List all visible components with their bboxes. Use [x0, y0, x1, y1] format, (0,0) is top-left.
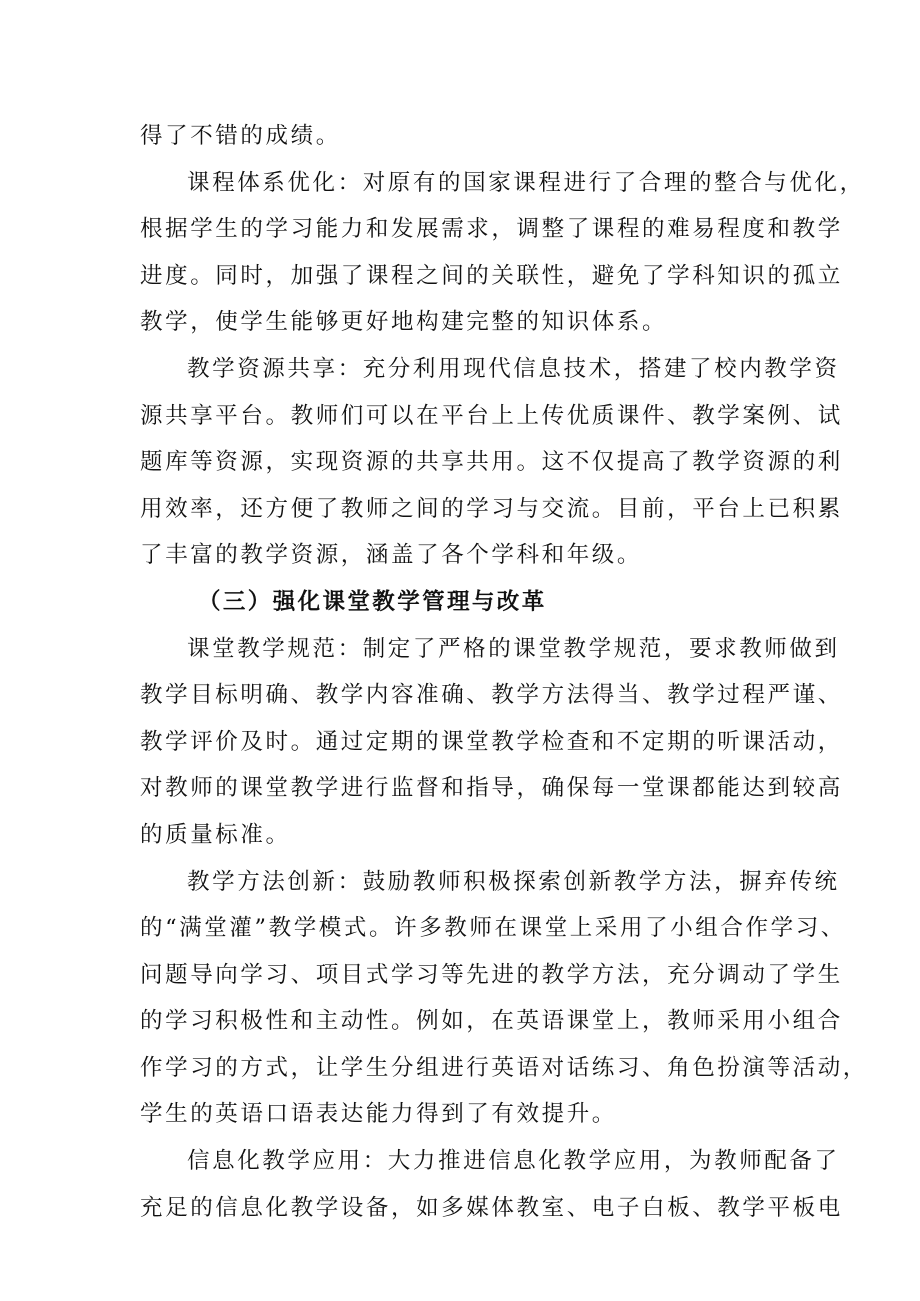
- text-line: 的质量标准。: [140, 821, 291, 848]
- text-line: 用效率，还方便了教师之间的学习与交流。目前，平台上已积累: [140, 495, 843, 522]
- paragraph-resource-sharing: [140, 346, 843, 579]
- text-line: 对教师的课堂教学进行监督和指导，确保每一堂课都能达到较高: [140, 775, 843, 802]
- text-line: 课程体系优化：对原有的国家课程进行了合理的整合与优化，: [187, 169, 865, 196]
- text-line: 得了不错的成绩。: [140, 123, 341, 149]
- document-page: [140, 113, 868, 1231]
- paragraph-teaching-innovation: [140, 859, 868, 1139]
- paragraph-it-application: [140, 1138, 843, 1231]
- text-line: 了丰富的教学资源，涵盖了各个学科和年级。: [140, 542, 643, 569]
- text-line: 充足的信息化教学设备，如多媒体教室、电子白板、教学平板电: [140, 1194, 843, 1221]
- text-line: 作学习的方式，让学生分组进行英语对话练习、角色扮演等活动，: [140, 1054, 868, 1081]
- text-line: 题库等资源，实现资源的共享共用。这不仅提高了教学资源的利: [140, 449, 843, 476]
- text-line: 源共享平台。教师们可以在平台上上传优质课件、教学案例、试: [140, 402, 843, 429]
- text-line: 教学目标明确、教学内容准确、教学方法得当、教学过程严谨、: [140, 682, 843, 709]
- text-line: 根据学生的学习能力和发展需求，调整了课程的难易程度和教学: [140, 216, 843, 243]
- text-line: 学生的英语口语表达能力得到了有效提升。: [140, 1101, 617, 1128]
- text-line: 教学，使学生能够更好地构建完整的知识体系。: [140, 309, 668, 336]
- text-line: 问题导向学习、项目式学习等先进的教学方法，充分调动了学生: [140, 961, 843, 988]
- text-line: 的学习积极性和主动性。例如，在英语课堂上，教师采用小组合: [140, 1008, 843, 1035]
- text-line: 课堂教学规范：制定了严格的课堂教学规范，要求教师做到: [187, 635, 840, 662]
- text-line: 的“满堂灌”教学模式。许多教师在课堂上采用了小组合作学习、: [140, 915, 846, 942]
- paragraph-achievements-tail: [140, 113, 804, 160]
- section-heading: （三）强化课堂教学管理与改革: [198, 588, 547, 615]
- section-heading-classroom-reform: [140, 579, 804, 626]
- paragraph-curriculum-optimization: [140, 160, 865, 346]
- text-line: 教学评价及时。通过定期的课堂教学检查和不定期的听课活动，: [140, 728, 843, 755]
- text-line: 教学方法创新：鼓励教师积极探索创新教学方法，摒弃传统: [187, 868, 840, 895]
- paragraph-classroom-norms: [140, 626, 843, 859]
- text-line: 教学资源共享：充分利用现代信息技术，搭建了校内教学资: [187, 355, 840, 382]
- text-line: 进度。同时，加强了课程之间的关联性，避免了学科知识的孤立: [140, 262, 843, 289]
- text-line: 信息化教学应用：大力推进信息化教学应用，为教师配备了: [187, 1148, 840, 1175]
